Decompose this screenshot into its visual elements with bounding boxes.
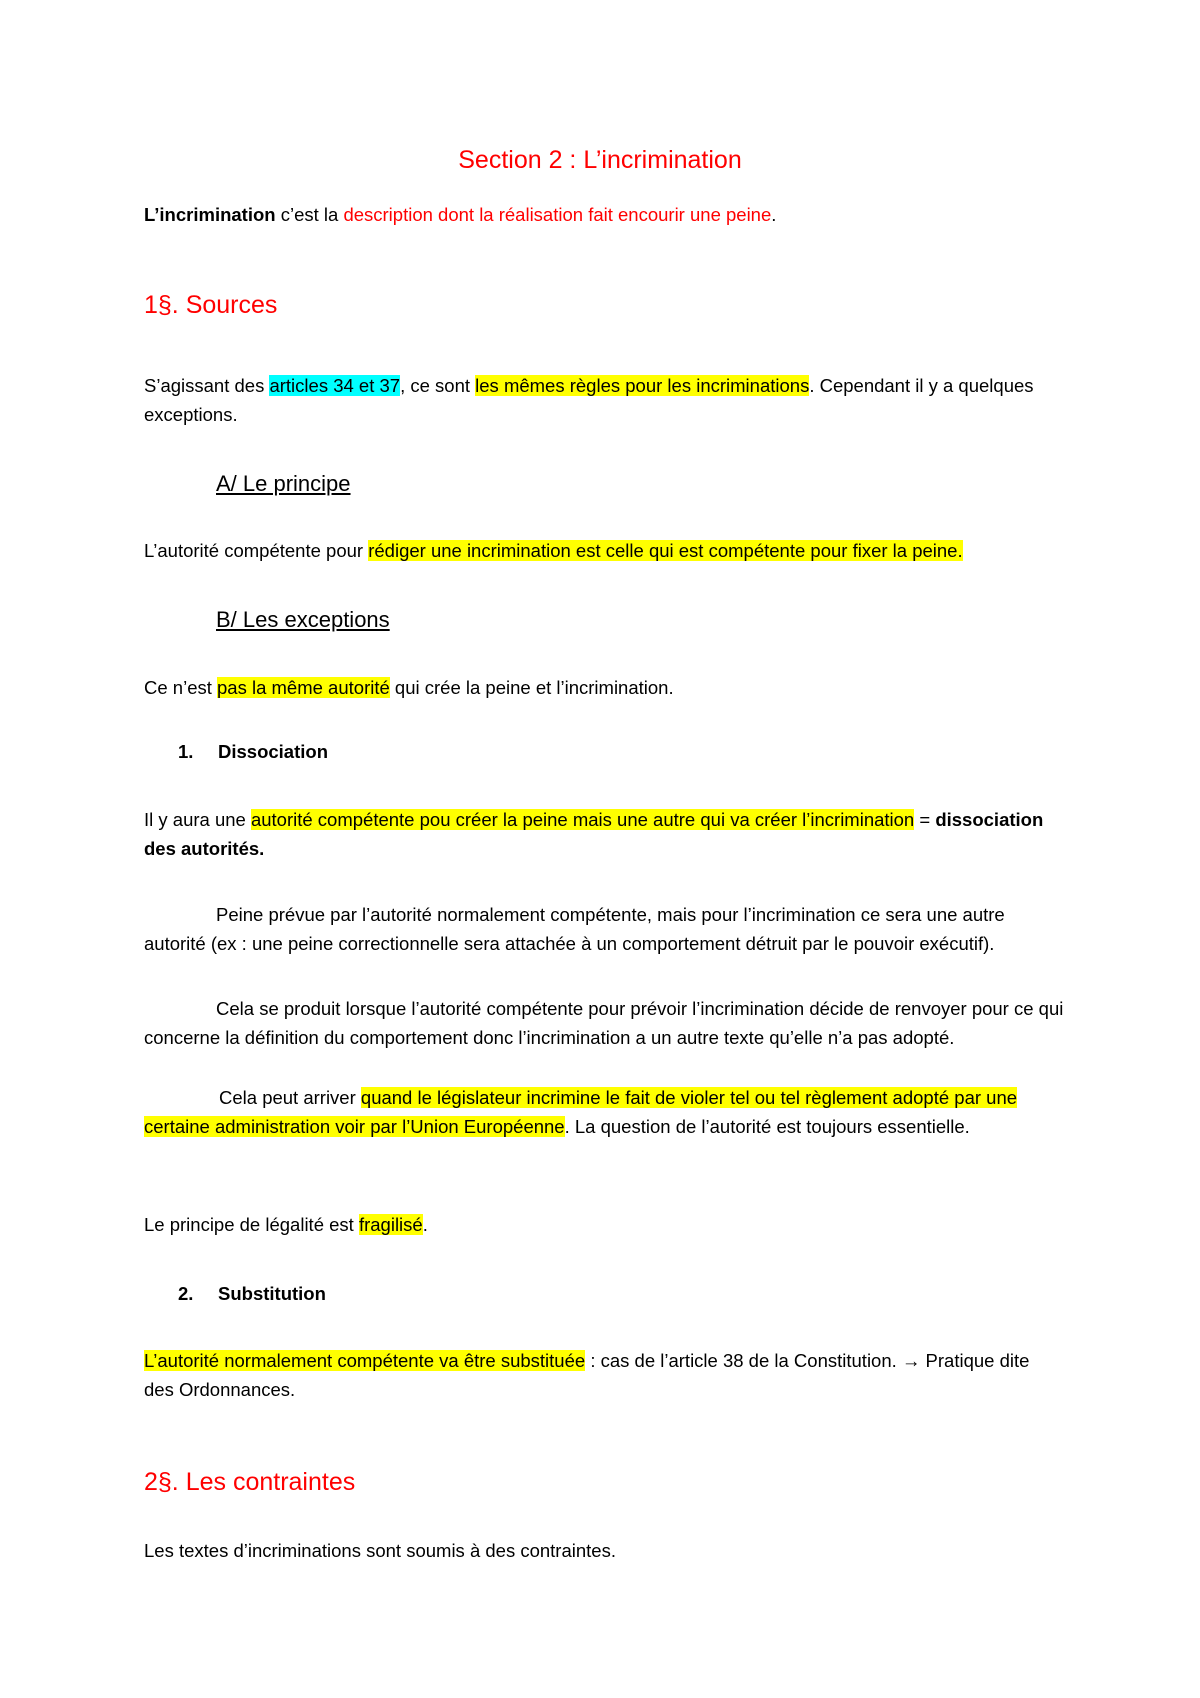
highlight-dissociation: autorité compétente pou créer la peine mais une autre qui va créer l’incrimination — [250, 809, 915, 830]
heading-exceptions: B/ Les exceptions — [216, 607, 390, 632]
text: Cela peut arriver — [219, 1087, 361, 1108]
text: . — [422, 1214, 428, 1235]
heading-contraintes: 2§. Les contraintes — [144, 1468, 356, 1496]
dissociation-paragraph-3 — [144, 994, 1064, 1052]
legalite-paragraph — [144, 1210, 1064, 1239]
text: = — [914, 809, 936, 830]
list-item-dissociation — [178, 741, 328, 763]
dissociation-paragraph — [144, 805, 1064, 863]
text: Le principe de légalité est — [144, 1214, 359, 1235]
intro-text: c’est la — [275, 204, 344, 225]
substitution-paragraph — [144, 1346, 1064, 1404]
bold-dissociation: dissociation des autorités. — [144, 809, 1044, 859]
intro-end: . — [771, 204, 777, 225]
sources-paragraph — [144, 371, 1064, 429]
intro-definition: description dont la réalisation fait encourir une peine — [343, 204, 772, 225]
list-label: Dissociation — [218, 741, 328, 762]
highlight-articles: articles 34 et 37 — [269, 375, 401, 396]
dissociation-paragraph-2 — [144, 900, 1064, 958]
text: Il y aura une — [144, 809, 251, 830]
text: . Cependant il y a quelques exceptions. — [144, 375, 1034, 425]
arrow-right-icon: → — [901, 1350, 921, 1371]
text: Les textes d’incriminations sont soumis à des contraintes. — [144, 1540, 616, 1561]
dissociation-paragraph-4 — [144, 1083, 1064, 1141]
heading-sources: 1§. Sources — [144, 291, 278, 319]
list-label: Substitution — [218, 1283, 326, 1304]
text: Cela se produit lorsque l’autorité compétente pour prévoir l’incrimination décide de renvoyer pour ce qui concerne la définition du comportement donc l’incrimination a un autre texte qu’elle n’a pas adopté. — [144, 998, 1064, 1048]
text: . La question de l’autorité est toujours essentielle. — [564, 1116, 970, 1137]
highlight-substitution: L’autorité normalement compétente va être substituée — [144, 1350, 586, 1371]
heading-principe: A/ Le principe — [216, 471, 351, 496]
list-item-substitution — [178, 1283, 326, 1305]
highlight-principe: rédiger une incrimination est celle qui est compétente pour fixer la peine. — [368, 540, 963, 561]
intro-term: L’incrimination — [144, 204, 276, 225]
text: S’agissant des — [144, 375, 270, 396]
highlight-legislateur: quand le législateur incrimine le fait de violer tel ou tel règlement adopté par une certaine administration voir par l’Union Européenne — [144, 1087, 1018, 1137]
text: L’autorité compétente pour — [144, 540, 369, 561]
exceptions-paragraph — [144, 673, 1064, 702]
section-title: Section 2 : L’incrimination — [458, 146, 742, 174]
intro-paragraph — [144, 200, 1064, 229]
text: : cas de l’article 38 de la Constitution. — [585, 1350, 902, 1371]
contraintes-paragraph — [144, 1536, 1064, 1565]
text: Ce n’est — [144, 677, 218, 698]
text: , ce sont — [400, 375, 476, 396]
highlight-fragilise: fragilisé — [358, 1214, 423, 1235]
principe-paragraph — [144, 536, 1064, 565]
text: Pratique dite des Ordonnances. — [144, 1350, 1030, 1400]
list-number: 2. — [178, 1283, 194, 1304]
highlight-autorite: pas la même autorité — [217, 677, 390, 698]
text: Peine prévue par l’autorité normalement compétente, mais pour l’incrimination ce sera une autre autorité (ex : une peine correctionnelle sera attachée à un comportement détruit par le pouvoir exécutif). — [144, 904, 1005, 954]
list-number: 1. — [178, 741, 194, 762]
highlight-regles: les mêmes règles pour les incriminations — [475, 375, 810, 396]
text: qui crée la peine et l’incrimination. — [389, 677, 674, 698]
